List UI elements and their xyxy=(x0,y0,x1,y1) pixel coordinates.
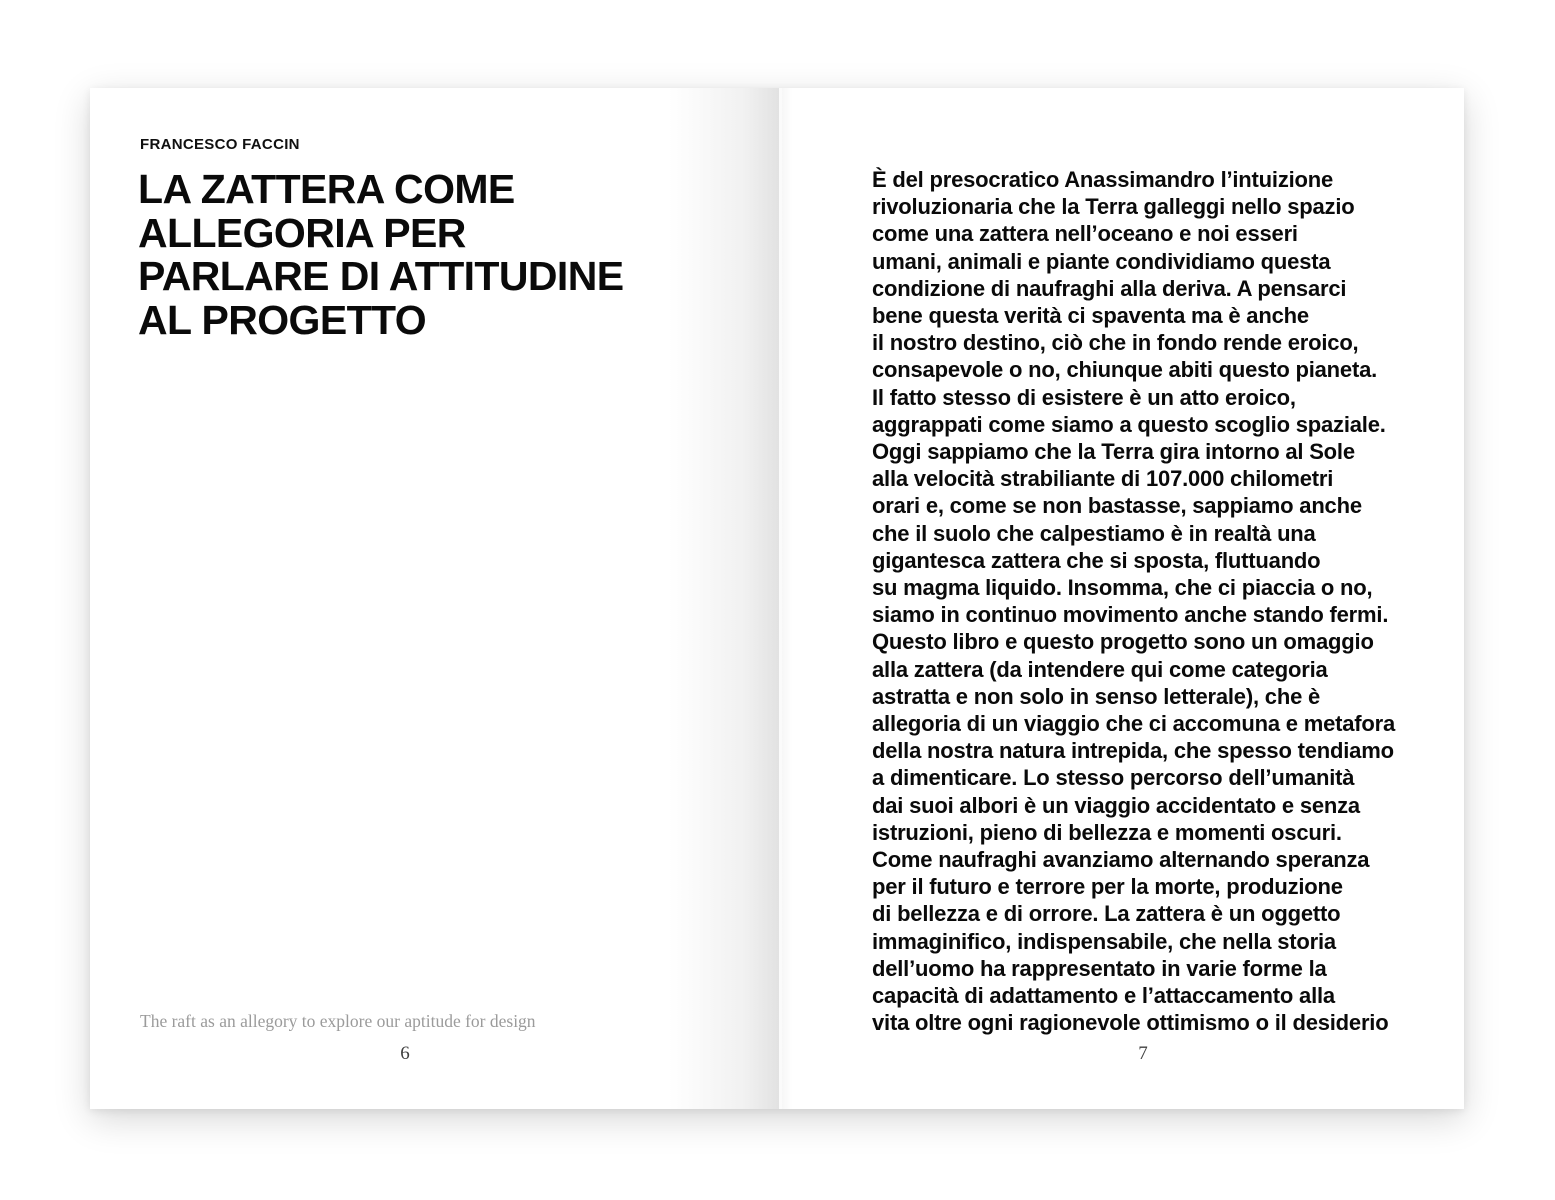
body-text-line: capacità di adattamento e l’attaccamento alla xyxy=(872,983,1335,1009)
essay-title-line: ALLEGORIA PER xyxy=(138,209,466,256)
essay-title-line: PARLARE DI ATTITUDINE xyxy=(138,253,624,299)
body-text-line: il nostro destino, ciò che in fondo rende eroico, xyxy=(872,330,1359,356)
body-text-line: È del presocratico Anassimandro l’intuizione xyxy=(872,167,1334,192)
body-text-line: astratta e non solo in senso letterale), che è xyxy=(872,683,1321,709)
body-text-line: vita oltre ogni ragionevole ottimismo o il desiderio xyxy=(872,1010,1389,1036)
book-spread xyxy=(90,88,1464,1109)
body-text-line: alla zattera (da intendere qui come categoria xyxy=(872,656,1328,682)
english-caption: The raft as an allegory to explore our aptitude for design xyxy=(140,1011,536,1031)
body-text-line: della nostra natura intrepida, che spesso tendiamo xyxy=(872,738,1394,764)
body-text-line: a dimenticare. Lo stesso percorso dell’umanità xyxy=(872,765,1355,791)
essay-title-line: AL PROGETTO xyxy=(138,296,427,343)
page-left xyxy=(90,88,779,1109)
body-text-line: Oggi sappiamo che la Terra gira intorno al Sole xyxy=(872,439,1355,465)
body-text-line: come una zattera nell’oceano e noi esseri xyxy=(872,221,1298,247)
body-text-line: umani, animali e piante condividiamo questa xyxy=(872,248,1331,274)
body-text-line: allegoria di un viaggio che ci accomuna e metafora xyxy=(872,711,1396,737)
essay-title-line: LA ZATTERA COME xyxy=(138,166,515,212)
body-text-line: dell’uomo ha rappresentato in varie forme la xyxy=(872,955,1327,981)
body-text-line: consapevole o no, chiunque abiti questo pianeta. xyxy=(872,357,1378,383)
body-text-line: Questo libro e questo progetto sono un omaggio xyxy=(872,629,1374,655)
body-text-line: orari e, come se non bastasse, sappiamo anche xyxy=(872,493,1362,519)
page-right xyxy=(782,88,1464,1109)
body-text-line: istruzioni, pieno di bellezza e momenti oscuri. xyxy=(872,819,1342,845)
body-text-line: gigantesca zattera che si sposta, fluttuando xyxy=(872,547,1321,573)
body-text-line: immaginifico, indispensabile, che nella storia xyxy=(872,928,1336,954)
body-text-line: Il fatto stesso di esistere è un atto eroico, xyxy=(872,384,1296,410)
body-text-line: aggrappati come siamo a questo scoglio spaziale. xyxy=(872,411,1386,437)
body-text-line: su magma liquido. Insomma, che ci piaccia o no, xyxy=(872,575,1373,601)
page-number-left: 6 xyxy=(400,1043,410,1064)
body-text xyxy=(872,166,1395,1037)
body-text-line: che il suolo che calpestiamo è in realtà una xyxy=(872,520,1316,546)
body-text-line: condizione di naufraghi alla deriva. A pensarci xyxy=(872,275,1347,301)
essay-title xyxy=(138,168,623,342)
author-name: FRANCESCO FACCIN xyxy=(140,136,300,153)
body-text-line: alla velocità strabiliante di 107.000 chilometri xyxy=(872,466,1334,492)
body-text-line: bene questa verità ci spaventa ma è anche xyxy=(872,303,1309,329)
body-text-line: siamo in continuo movimento anche stando fermi. xyxy=(872,602,1389,628)
body-text-line: Come naufraghi avanziamo alternando speranza xyxy=(872,847,1370,873)
body-text-line: dai suoi albori è un viaggio accidentato e senza xyxy=(872,792,1360,818)
page-number-right: 7 xyxy=(1138,1043,1148,1064)
body-text-line: per il futuro e terrore per la morte, produzione xyxy=(872,874,1343,900)
body-text-line: di bellezza e di orrore. La zattera è un oggetto xyxy=(872,901,1341,927)
body-text-line: rivoluzionaria che la Terra galleggi nello spazio xyxy=(872,194,1355,220)
